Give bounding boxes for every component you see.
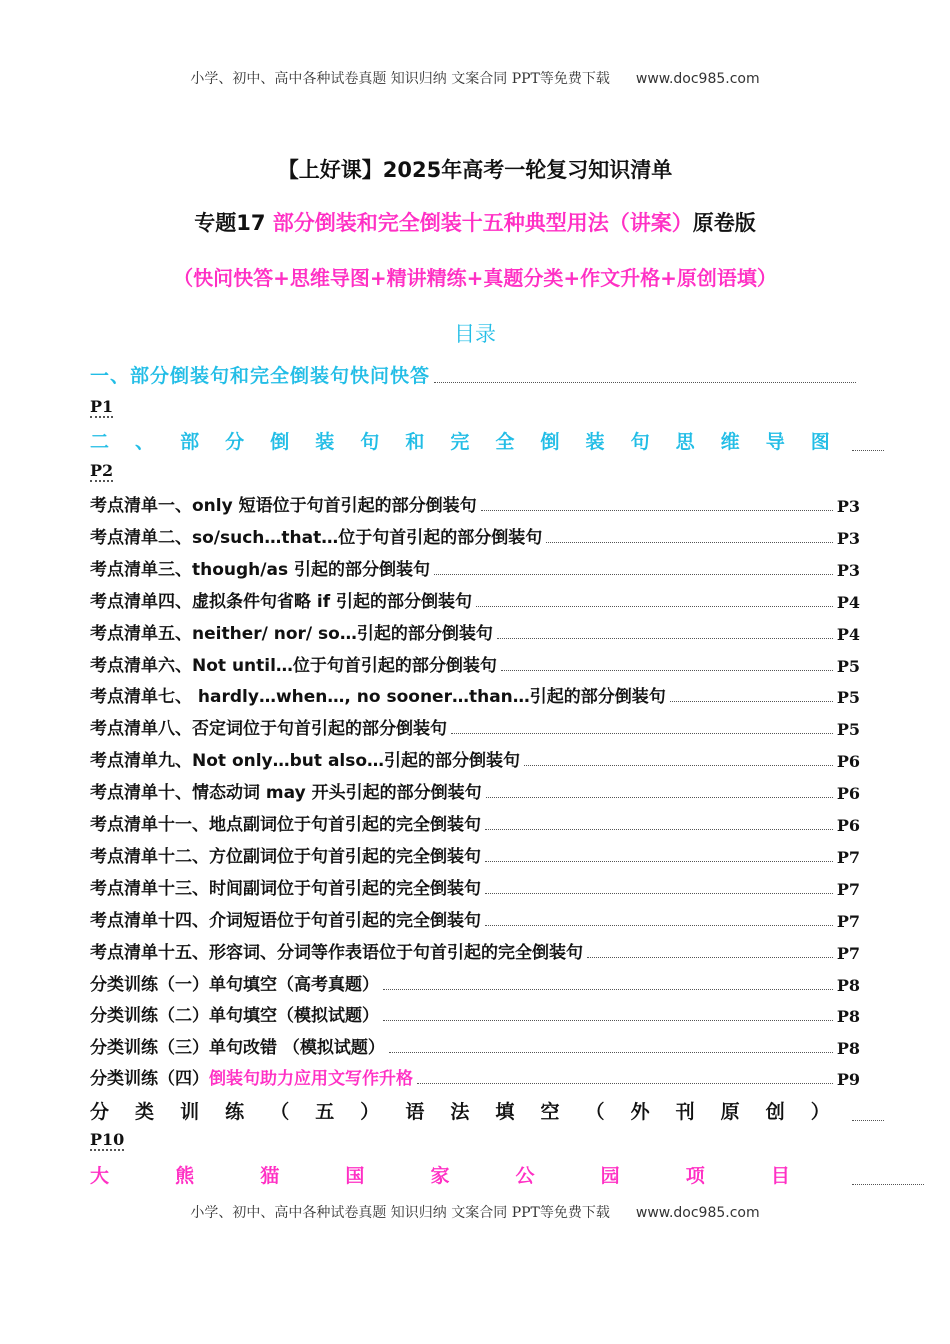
toc-entry-label: 考点清单十一、地点副词位于句首引起的完全倒装句 (90, 815, 481, 835)
toc-char: 、 (135, 431, 155, 453)
toc-char: ） (810, 1101, 830, 1123)
toc-entry-page: P3 (836, 497, 860, 516)
toc-char: 分 (90, 1101, 110, 1123)
toc-entry-label: 考点清单十五、形容词、分词等作表语位于句首引起的完全倒装句 (90, 942, 583, 963)
dot-leader (546, 541, 833, 543)
toc-entry[interactable] (90, 777, 860, 803)
toc-entry-label: 分类训练（一）单句填空（高考真题） (90, 974, 379, 995)
toc-char: 句 (360, 431, 380, 453)
toc-entry[interactable] (90, 937, 860, 963)
toc-char: 创 (765, 1101, 785, 1123)
toc-entry-page: P6 (836, 784, 860, 804)
toc-char: 倒 (540, 431, 560, 453)
dot-leader (852, 1183, 924, 1185)
toc-entry-page: P6 (836, 816, 860, 835)
toc-entry-page: P5 (836, 656, 860, 676)
toc-entry-label: 一、部分倒装句和完全倒装句快问快答 (90, 365, 431, 387)
doc-subtitle (0, 207, 950, 237)
toc-entry-label: 考点清单八、否定词位于句首引起的部分倒装句 (90, 719, 447, 740)
toc-entry-page: P3 (836, 528, 860, 548)
footer-url[interactable]: www.doc985.com (635, 1205, 760, 1221)
toc-entry-page: P7 (836, 943, 860, 963)
toc-entry-page: P5 (836, 688, 860, 708)
dot-leader (501, 669, 833, 671)
toc-entry-page: P5 (836, 720, 860, 740)
toc-entry-label: 考点清单三、though/as 引起的部分倒装句 (90, 559, 430, 580)
toc-entry-label: 考点清单十二、方位副词位于句首引起的完全倒装句 (90, 846, 481, 867)
toc-char: 训 (180, 1101, 200, 1123)
toc-entry[interactable] (90, 713, 860, 739)
footer-text: 小学、初中、高中各种试卷真题 知识归纳 文案合同 PPT等免费下载 (190, 1205, 610, 1221)
dot-leader (417, 1082, 833, 1084)
toc-char: （ (270, 1101, 290, 1123)
dot-leader (485, 860, 833, 862)
toc-entry-page: P8 (836, 975, 860, 995)
toc-char: 导 (765, 431, 785, 453)
toc-entry-page: P7 (836, 879, 860, 899)
toc-char: 五 (315, 1101, 335, 1123)
dot-leader (383, 988, 833, 990)
toc-char: 装 (585, 431, 605, 453)
toc-char: 刊 (675, 1101, 695, 1123)
toc-char: 练 (225, 1101, 245, 1123)
toc-char: 思 (675, 431, 695, 453)
toc-entry-label: 考点清单十四、介词短语位于句首引起的完全倒装句 (90, 910, 481, 931)
toc-char: 项 (685, 1165, 705, 1187)
toc-entry[interactable] (90, 969, 860, 995)
toc-entry-label: 考点清单二、so/such…that…位于句首引起的部分倒装句 (90, 527, 543, 548)
toc-entry[interactable] (90, 873, 860, 899)
dot-leader (434, 573, 833, 575)
toc-entry[interactable] (90, 554, 860, 580)
toc-entry[interactable] (90, 745, 860, 771)
toc-entry-train5[interactable] (90, 1096, 830, 1124)
toc-char: 装 (315, 431, 335, 453)
toc-char: 熊 (175, 1165, 195, 1187)
toc-entry-label: 考点清单十三、时间副词位于句首引起的完全倒装句 (90, 878, 481, 899)
toc-char: 维 (720, 431, 740, 453)
train4-prefix: 分类训练（四） (90, 1069, 209, 1089)
toc-char: 类 (135, 1101, 155, 1123)
toc-entry[interactable] (90, 681, 860, 707)
toc-char: （ (585, 1101, 605, 1123)
dot-leader (451, 732, 833, 734)
toc-char: ） (360, 1101, 380, 1123)
toc-entry-s2[interactable] (90, 426, 830, 454)
toc-char: 大 (90, 1165, 110, 1187)
header-text: 小学、初中、高中各种试卷真题 知识归纳 文案合同 PPT等免费下载 (190, 71, 610, 87)
toc-char: 句 (630, 431, 650, 453)
toc-char: 全 (495, 431, 515, 453)
toc-char: 和 (405, 431, 425, 453)
toc-entry[interactable] (90, 522, 860, 548)
dot-leader (481, 509, 833, 511)
toc-entry[interactable] (90, 586, 860, 612)
header-url[interactable]: www.doc985.com (635, 71, 760, 87)
page-footer (0, 1202, 950, 1222)
dot-leader (485, 924, 833, 926)
toc-entry[interactable] (90, 905, 860, 931)
toc-entry[interactable] (90, 650, 860, 676)
toc-entry-label: 考点清单六、Not until…位于句首引起的部分倒装句 (90, 655, 497, 676)
toc-entry-label: 分类训练（二）单句填空（模拟试题） (90, 1006, 379, 1027)
dot-leader (670, 700, 833, 702)
toc-entry-label: 考点清单一、only 短语位于句首引起的部分倒装句 (90, 496, 477, 516)
toc-char: 目 (770, 1165, 790, 1187)
toc-entry[interactable] (90, 809, 860, 835)
toc-entry[interactable] (90, 1032, 860, 1058)
toc-entry-s1[interactable] (90, 362, 860, 388)
toc-char: 语 (405, 1101, 425, 1123)
dot-leader (485, 892, 833, 894)
subtitle-highlight: 部分倒装和完全倒装十五种典型用法（讲案） (272, 211, 693, 235)
toc-char: 倒 (270, 431, 290, 453)
toc-entry-panda[interactable] (90, 1160, 790, 1188)
dot-leader (486, 796, 833, 798)
toc-entry[interactable] (90, 618, 860, 644)
toc-entry-page: P2 (90, 461, 114, 480)
toc-entry-page: P7 (836, 847, 860, 867)
dot-leader (389, 1051, 833, 1053)
toc-char: 部 (180, 431, 200, 453)
doc-title: 【上好课】2025年高考一轮复习知识清单 (277, 158, 673, 182)
toc-entry-page: P9 (836, 1070, 860, 1089)
toc-entry-page: P7 (836, 911, 860, 931)
toc-char: 图 (810, 431, 830, 453)
subtitle-suffix: 原卷版 (692, 211, 756, 235)
toc-char: 分 (225, 431, 245, 453)
train4-highlight: 倒装句助力应用文写作升格 (209, 1069, 413, 1089)
dot-leader (852, 1119, 884, 1121)
toc-entry[interactable] (90, 490, 860, 516)
dot-leader (383, 1019, 833, 1021)
dot-leader (497, 637, 833, 639)
dot-leader (485, 828, 833, 830)
toc-entry-page: P8 (836, 1039, 860, 1059)
toc-char: 猫 (260, 1165, 280, 1187)
dot-leader (434, 381, 856, 383)
toc-entry-label: 考点清单十、情态动词 may 开头引起的部分倒装句 (90, 783, 482, 804)
dot-leader (852, 449, 884, 451)
toc-char: 二 (90, 431, 110, 453)
toc-char: 完 (450, 431, 470, 453)
toc-entry-page: P10 (90, 1130, 125, 1149)
toc-entry-label: 分类训练（三）单句改错 （模拟试题） (90, 1038, 385, 1059)
toc-char: 法 (450, 1101, 470, 1123)
dot-leader (476, 605, 833, 607)
toc-entry-page: P3 (836, 560, 860, 580)
toc-entry[interactable] (90, 841, 860, 867)
toc-char: 公 (515, 1165, 535, 1187)
toc-char: 空 (540, 1101, 560, 1123)
toc-entry-page: P4 (836, 592, 860, 612)
dot-leader (587, 956, 833, 958)
toc-char: 填 (495, 1101, 515, 1123)
toc-entry-train4[interactable] (90, 1063, 860, 1089)
toc-entry-label: 考点清单九、Not only…but also…引起的部分倒装句 (90, 751, 521, 772)
subtitle-prefix: 专题17 (194, 211, 273, 235)
toc-entry-page: P6 (836, 752, 860, 772)
toc-heading: 目录 (454, 322, 496, 346)
toc-entry-label: 考点清单五、neither/ nor/ so…引起的部分倒装句 (90, 623, 493, 644)
toc-entry-page: P1 (90, 397, 114, 416)
toc-char: 国 (345, 1165, 365, 1187)
page-header (0, 68, 950, 88)
toc-entry-label: 考点清单七、 hardly…when…, no sooner…than…引起的部分倒装句 (90, 687, 666, 708)
doc-tagline: （快问快答+思维导图+精讲精练+真题分类+作文升格+原创语填） (173, 266, 777, 290)
toc-entry-page: P8 (836, 1007, 860, 1027)
toc-char: 原 (720, 1101, 740, 1123)
toc-char: 家 (430, 1165, 450, 1187)
toc-char: 外 (630, 1101, 650, 1123)
toc-entry[interactable] (90, 1000, 860, 1026)
toc-entry-label: 考点清单四、虚拟条件句省略 if 引起的部分倒装句 (90, 591, 473, 612)
dot-leader (524, 764, 833, 766)
toc-char: 园 (600, 1165, 620, 1187)
toc-entry-label (90, 1064, 413, 1089)
toc-entry-page: P4 (836, 624, 860, 644)
